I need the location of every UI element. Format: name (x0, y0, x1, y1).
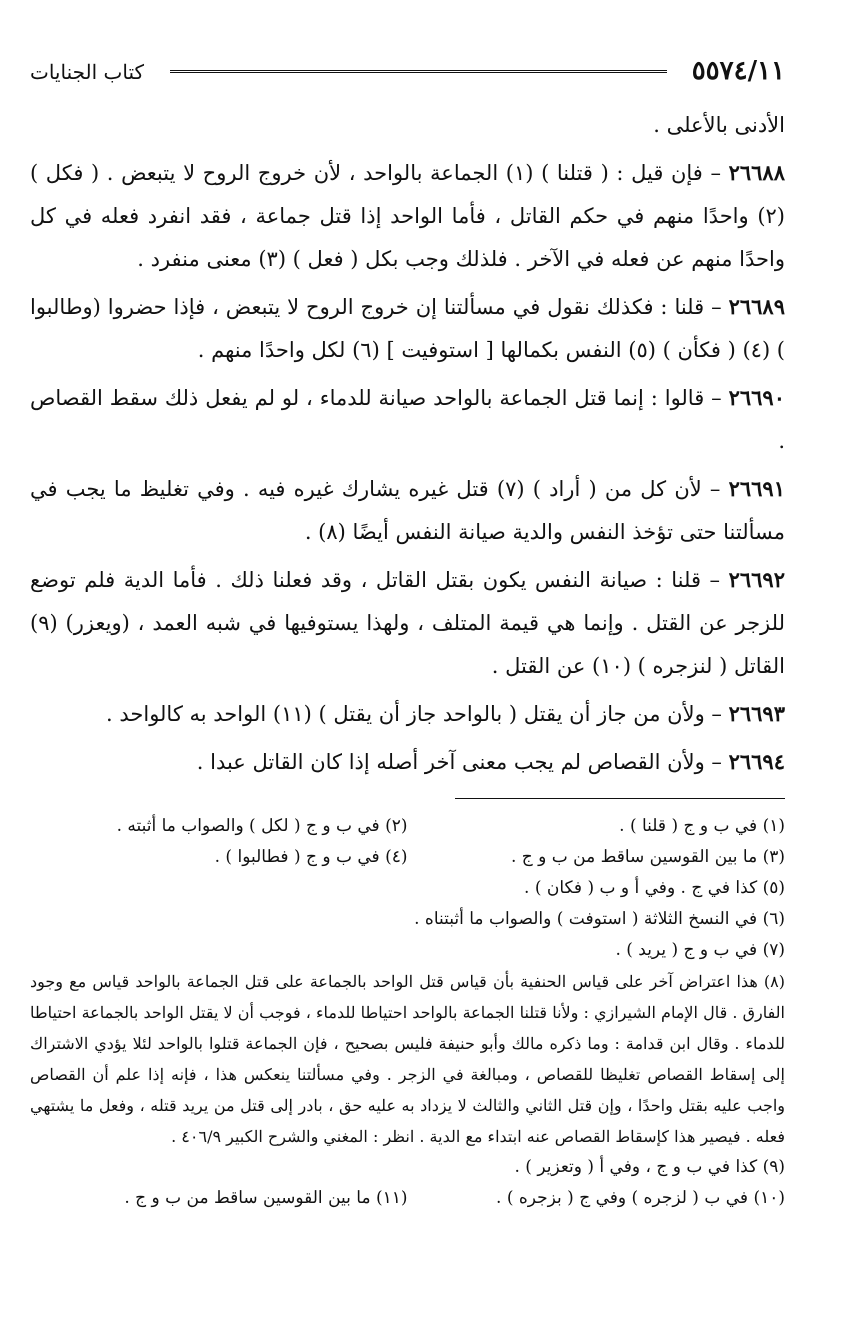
footnote-1: (١) في ب و ج ( قلنا ) . (619, 816, 785, 836)
paragraph-number: ٢٦٦٩٢ (728, 567, 785, 592)
footnotes (30, 811, 785, 1214)
paragraph (30, 692, 785, 736)
paragraph-text: – ولأن القصاص لم يجب معنى آخر أصله إذا كان القاتل عبدا . (196, 750, 722, 774)
book-page (30, 50, 785, 1310)
footnote-4: (٤) في ب و ج ( فطالبوا ) . (214, 847, 408, 867)
footnote-9: (٩) كذا في ب و ج ، وفي أ ( وتعزير ) . (514, 1157, 785, 1177)
header-rule (170, 70, 667, 76)
footnote-7: (٧) في ب و ج ( يريد ) . (615, 940, 785, 960)
footnote-6: (٦) في النسخ الثلاثة ( استوفت ) والصواب ما أثبتناه . (414, 909, 785, 929)
paragraph-text: – فإن قيل : ( قتلنا ) (١) الجماعة بالواحد ، لأن خروج الروح لا يتبعض . ( فكل ) (٢) واحدًا منهم في حكم القاتل ، فأما الواحد إذا قتل جماعة ، فقد انفرد فعله في كل واحدًا منهم عن فعله في الآخر . فلذلك وجب بكل ( فعل ) (٣) معنى منفرد . (30, 161, 785, 271)
paragraph (30, 376, 785, 463)
paragraph-number: ٢٦٦٩١ (728, 476, 785, 501)
paragraph (30, 467, 785, 554)
footnote-row (30, 842, 785, 873)
footnote-3: (٣) ما بين القوسين ساقط من ب و ج . (510, 847, 785, 867)
footnote-row (30, 811, 785, 842)
paragraph (30, 558, 785, 688)
paragraph (30, 285, 785, 372)
page-number: ٥٥٧٤/١١ (691, 56, 785, 86)
footnote-row (30, 1183, 785, 1214)
footnote-8: (٨) هذا اعتراض آخر على قياس الحنفية بأن قياس قتل الواحد بالجماعة على قتل الجماعة بالواحد قياس مع وجود الفارق . قال الإمام الشيرازي : ولأنا قتلنا الجماعة بالواحد احتياطا للدماء ، فوجب أن لا يقتل الواحد بالجماعة احتياطا للدماء . وقال ابن قدامة : وما ذكره مالك وأبو حنيفة فليس بصحيح ، فإن الجماعة قتلوا بالواحد لئلا يؤدي الاشتراك إلى إسقاط القصاص تغليظا للقصاص ، ومبالغة في الزجر . وفي مسألتنا ينعكس هذا ، فإنه إذا علم أن القصاص واجب عليه بقتل واحدًا ، وإن قتل الثاني والثالث لا يزداد به عليه حق ، بادر إلى قتل من يريد قتله ، وفعل ما يشتهي فعله . فيصير هذا كإسقاط القصاص عنه ابتداء مع الدية . انظر : المغني والشرح الكبير ٤٠٦/٩ . (30, 972, 785, 1146)
footnote-2: (٢) في ب و ج ( لكل ) والصواب ما أثبته . (116, 816, 408, 836)
paragraph-number: ٢٦٦٩٣ (728, 701, 785, 726)
paragraph-text: – قالوا : إنما قتل الجماعة بالواحد صيانة للدماء ، لو لم يفعل ذلك سقط القصاص . (30, 386, 785, 453)
paragraph-number: ٢٦٦٩٤ (728, 749, 785, 774)
paragraph-text: – قلنا : فكذلك نقول في مسألتنا إن خروج الروح لا يتبعض ، فإذا حضروا (وطالبوا ) (٤) ( فكأن ) (٥) النفس بكمالها [ استوفيت ] (٦) لكل واحدًا منهم . (30, 295, 785, 362)
footnote-separator (455, 798, 785, 799)
paragraph-text: – ولأن من جاز أن يقتل ( بالواحد جاز أن يقتل ) (١١) الواحد به كالواحد . (106, 702, 722, 726)
paragraph-number: ٢٦٦٩٠ (728, 385, 785, 410)
footnote-11: (١١) ما بين القوسين ساقط من ب و ج . (124, 1188, 408, 1208)
paragraph-text: – لأن كل من ( أراد ) (٧) قتل غيره يشارك غيره فيه . وفي تغليظ ما يجب في مسألتنا حتى تؤخذ النفس والدية صيانة النفس أيضًا (٨) . (30, 477, 785, 544)
paragraph-number: ٢٦٦٨٩ (728, 294, 785, 319)
footnote-10: (١٠) في ب ( لزجره ) وفي ج ( بزجره ) . (496, 1188, 785, 1208)
paragraph (30, 740, 785, 784)
page-header (30, 50, 785, 92)
paragraph (30, 151, 785, 281)
paragraph-number: ٢٦٦٨٨ (728, 160, 785, 185)
intro-line: الأدنى بالأعلى . (653, 113, 785, 137)
book-title: كتاب الجنايات (30, 60, 145, 84)
footnote-row (30, 1152, 785, 1183)
paragraph-text: – قلنا : صيانة النفس يكون بقتل القاتل ، وقد فعلنا ذلك . فأما الدية فلم توضع للزجر عن القتل . وإنما هي قيمة المتلف ، ولهذا يستوفيها في شبه العمد ، (ويعزر) (٩) القاتل ( لنزجره ) (١٠) عن القتل . (30, 568, 785, 678)
footnote-5: (٥) كذا في ج . وفي أ و ب ( فكان ) . (524, 878, 785, 898)
main-text (30, 104, 785, 784)
